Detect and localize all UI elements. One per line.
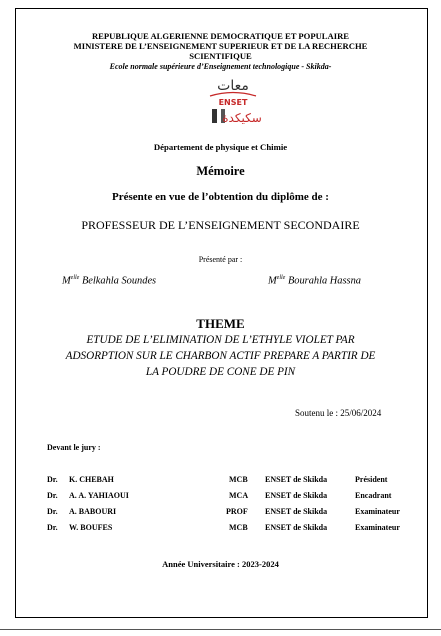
theme-label: THEME [196,316,245,331]
jury-dr: Dr. [47,491,58,500]
jury-grade: PROF [226,507,248,516]
header-republic: REPUBLIQUE ALGERIENNE DEMOCRATIQUE ET POPULAIRE [91,31,350,41]
logo-acronym: ENSET [218,98,248,107]
page-bottom-divider [0,629,441,630]
logo-pillar-left [212,109,217,123]
jury-grade: MCB [229,475,248,484]
logo-arabic-top: معات [217,78,249,94]
jury-row [0,491,441,503]
diploma-title: PROFESSEUR DE L’ENSEIGNEMENT SECONDAIRE [81,218,360,232]
academic-year: Année Universitaire : 2023-2024 [162,559,279,569]
jury-row [0,523,441,535]
jury-name: W. BOUFES [69,523,113,532]
jury-heading: Devant le jury : [47,443,101,452]
thesis-title-line-2: ADSORPTION SUR LE CHARBON ACTIF PREPARE A PARTIR DE [65,350,376,362]
presented-by-label: Présenté par : [198,255,243,264]
header-school: Ecole normale supérieure d’Enseignement technologique - Skikda- [109,62,332,71]
header-ministry: MINISTERE DE L’ENSEIGNEMENT SUPERIEUR ET DE LA RECHERCHE [73,41,368,51]
jury-grade: MCA [229,491,249,500]
thesis-title-line-1: ETUDE DE L’ELIMINATION DE L’ETHYLE VIOLET PAR [86,334,355,346]
jury-row [0,507,441,519]
author-2 [268,275,361,286]
document-type: Mémoire [196,164,245,178]
jury-name: K. CHEBAH [69,475,114,484]
thesis-title-line-3: LA POUDRE DE CONE DE PIN [145,366,296,378]
diploma-purpose: Présente en vue de l’obtention du diplôme de : [112,191,329,203]
jury-role: Encadrant [355,491,392,500]
jury-grade: MCB [229,523,248,532]
jury-institution: ENSET de Skikda [265,507,328,516]
enset-logo [200,76,266,132]
department: Département de physique et Chimie [153,142,288,152]
author-1 [62,275,156,286]
author-1-title-sup: elle [70,275,80,281]
logo-arabic-bottom: سكيكدة [222,111,262,125]
jury-row [0,475,441,487]
jury-institution: ENSET de Skikda [265,475,328,484]
jury-name: A. A. YAHIAOUI [69,491,129,500]
author-1-name: Belkahla Soundes [81,275,157,287]
jury-institution: ENSET de Skikda [265,523,328,532]
jury-dr: Dr. [47,475,58,484]
defense-date: Soutenu le : 25/06/2024 [295,408,382,418]
header-ministry-cont: SCIENTIFIQUE [189,51,252,61]
author-1-title: M [62,275,71,287]
author-2-title: M [268,275,277,287]
author-2-name: Bourahla Hassna [287,275,361,287]
jury-dr: Dr. [47,507,58,516]
author-2-title-sup: elle [276,275,286,281]
jury-name: A. BABOURI [69,507,117,516]
jury-dr: Dr. [47,523,58,532]
enset-logo-graphic [200,76,266,132]
jury-role: Président [355,475,388,484]
jury-institution: ENSET de Skikda [265,491,328,500]
jury-role: Examinateur [355,507,400,516]
jury-role: Examinateur [355,523,400,532]
